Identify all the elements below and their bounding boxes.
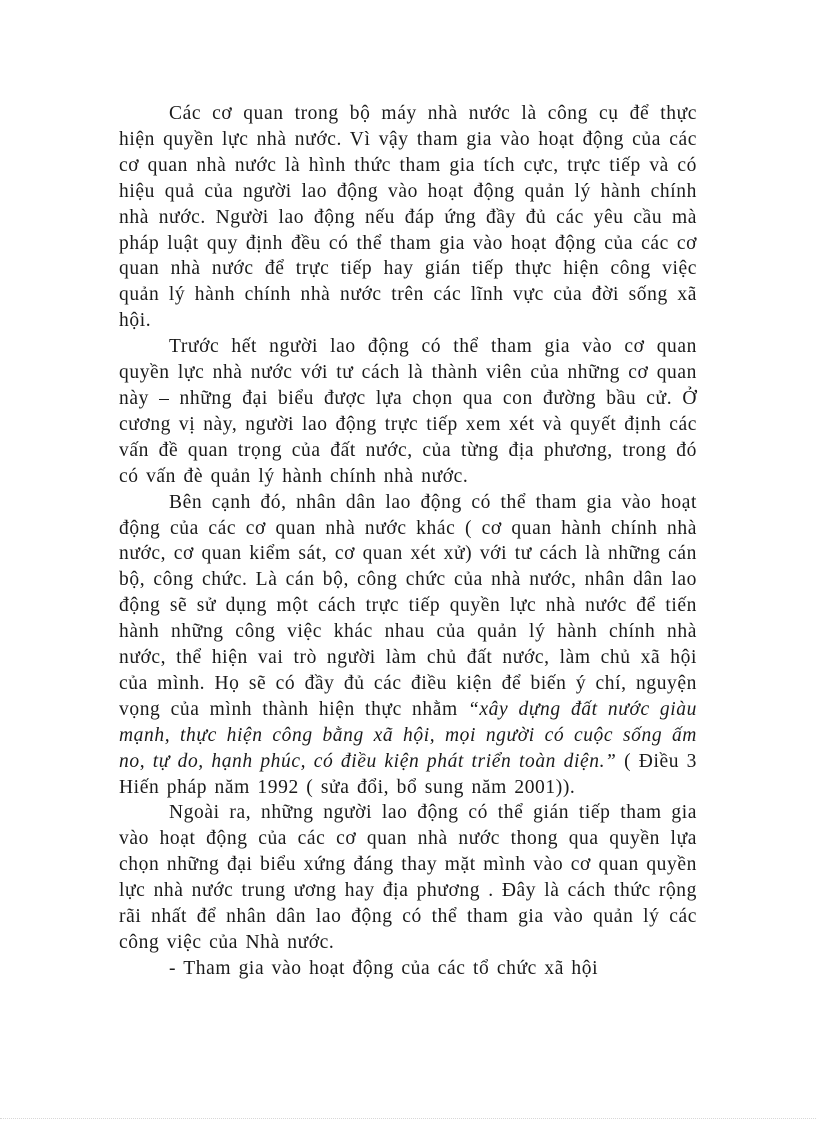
paragraph-state-agencies: Các cơ quan trong bộ máy nhà nước là công cụ để thực hiện quyền lực nhà nước. Vì vậy tham gia vào hoạt động của các cơ quan nhà nước là hình thức tham gia tích cực, trực tiếp và có hiệu quả của người lao động vào hoạt động quản lý hành chính nhà nước. Người lao động nếu đáp ứng đầy đủ các yêu cầu mà pháp luật quy định đều có thể tham gia vào hoạt động của các cơ quan nhà nước để trực tiếp hay gián tiếp thực hiện công việc quản lý hành chính nhà nước trên các lĩnh vực của đời sống xã hội. <box>119 103 697 332</box>
section-heading-social-organizations: - Tham gia vào hoạt động của các tổ chức xã hội <box>169 957 599 979</box>
paragraph-civil-servants-text: Bên cạnh đó, nhân dân lao động có thể tham gia vào hoạt động của các cơ quan nhà nước khác ( cơ quan hành chính nhà nước, cơ quan kiểm sát, cơ quan xét xử) với tư cách là những cán bộ, công chức. Là cán bộ, công chức của nhà nước, nhân dân lao động sẽ sử dụng một cách trực tiếp quyền lực nhà nước để tiến hành những công việc khác nhau của quản lý hành chính nhà nước, thể hiện vai trò người làm chủ đất nước, làm chủ xã hội của mình. Họ sẽ có đầy đủ các điều kiện để biến ý chí, nguyện vọng của mình thành hiện thực nhằm <box>119 491 697 720</box>
page-bottom-divider <box>0 1118 816 1119</box>
paragraph-indirect-participation: Ngoài ra, những người lao động có thể gián tiếp tham gia vào hoạt động của các cơ quan nhà nước thong qua quyền lựa chọn những đại biểu xứng đáng thay mặt mình vào cơ quan quyền lực nhà nước trung ương hay địa phương . Đây là cách thức rộng rãi nhất để nhân dân lao động có thể tham gia vào quản lý các công việc của Nhà nước. <box>119 802 697 953</box>
constitution-citation: ( Điều 3 Hiến pháp năm 1992 ( sửa đổi, bổ sung năm 2001)). <box>119 750 697 798</box>
paragraph-representative-bodies: Trước hết người lao động có thể tham gia vào cơ quan quyền lực nhà nước với tư cách là thành viên của những cơ quan này – những đại biểu được lựa chọn qua con đường bầu cử. Ở cương vị này, người lao động trực tiếp xem xét và quyết định các vấn đề quan trọng của đất nước, của từng địa phương, trong đó có vấn đè quản lý hành chính nhà nước. <box>119 336 697 487</box>
constitution-quote: “xây dựng đất nước giàu mạnh, thực hiện công bằng xã hội, mọi người có cuộc sống ấm no, tự do, hạnh phúc, có điều kiện phát triển toàn diện.” <box>119 698 697 772</box>
body-text <box>119 101 697 982</box>
paragraph-civil-servants <box>119 490 697 801</box>
